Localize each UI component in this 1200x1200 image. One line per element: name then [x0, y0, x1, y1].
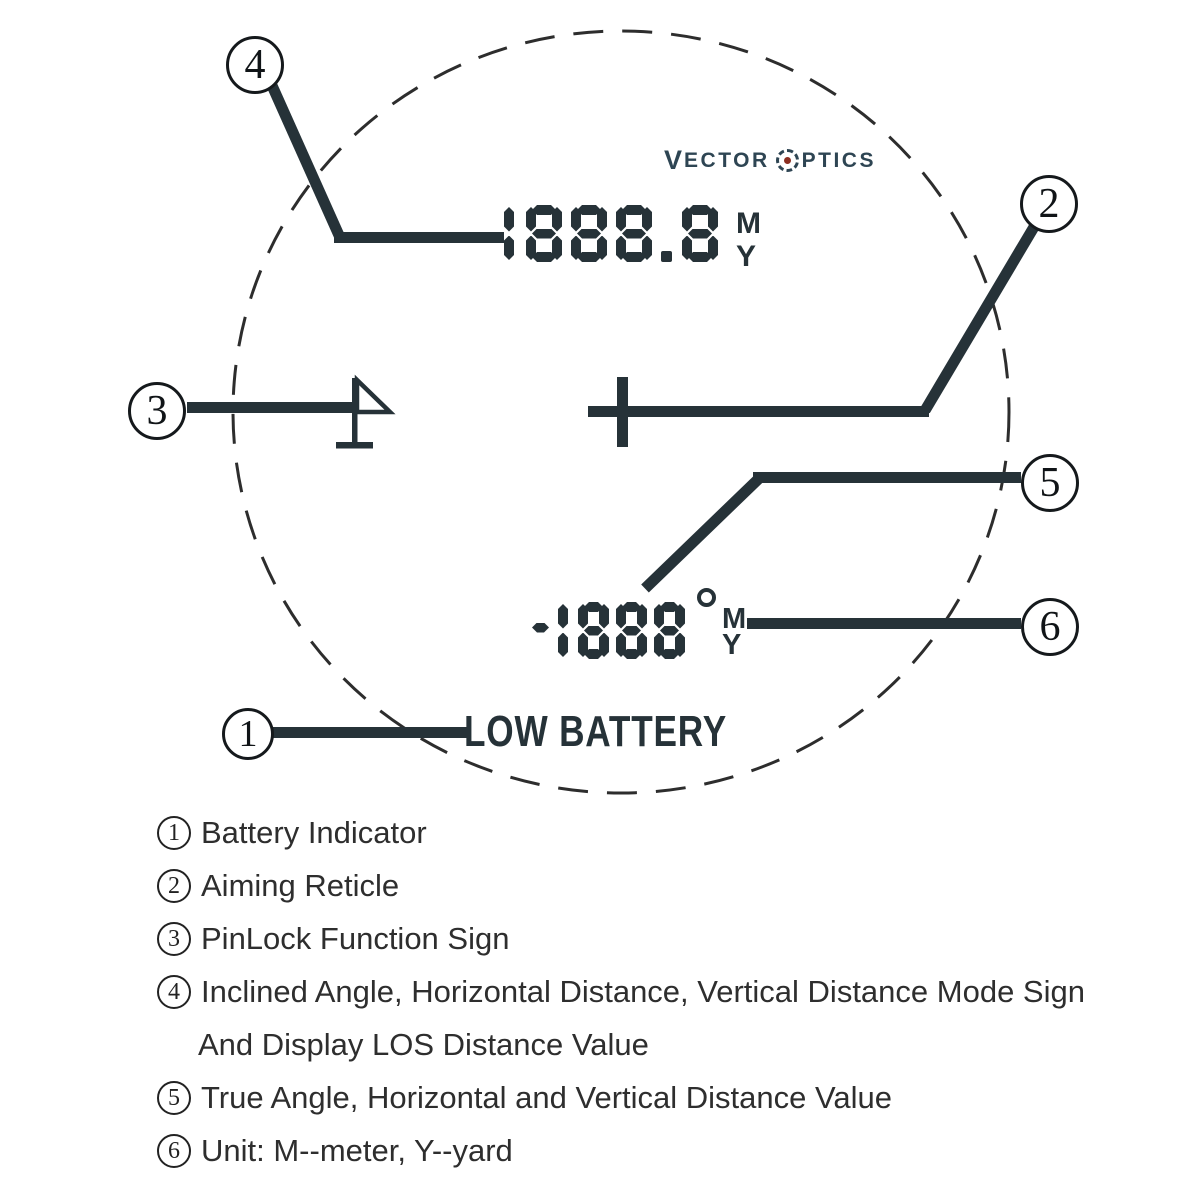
- legend-num-6: 6: [157, 1134, 191, 1168]
- callout-1-battery: [222, 708, 274, 760]
- logo-ptics: PTICS: [801, 149, 876, 172]
- unit-yard-label: Y: [722, 629, 742, 661]
- legend-num-4: 4: [157, 975, 191, 1009]
- legend-text-5: True Angle, Horizontal and Vertical Distance Value: [201, 1079, 892, 1115]
- unit-yard-label: Y: [736, 240, 757, 273]
- callout-5-number: 5: [1039, 460, 1061, 506]
- legend-num-2: 2: [157, 869, 191, 903]
- callout-line-2-horizontal: [657, 406, 929, 417]
- legend-item-unit: [157, 1124, 1157, 1177]
- callout-4-number: 4: [244, 42, 266, 88]
- vector-optics-logo: [664, 147, 876, 174]
- logo-red-dot: [784, 157, 791, 164]
- angle-unit-stack: [722, 603, 747, 661]
- legend-text-2: Aiming Reticle: [201, 867, 400, 903]
- low-battery-text: LOW BATTERY: [464, 707, 727, 756]
- callout-1-number: 1: [238, 713, 258, 755]
- legend-text-3: PinLock Function Sign: [201, 920, 510, 956]
- angle-distance-display: [531, 602, 746, 659]
- logo-reticle-o-icon: [776, 149, 799, 172]
- legend: [157, 806, 1157, 1177]
- legend-text-4: Inclined Angle, Horizontal Distance, Vertical Distance Mode Sign: [201, 973, 1085, 1009]
- legend-item-mode-sign: [157, 965, 1157, 1018]
- crosshair-icon-horizontal: [588, 406, 658, 417]
- legend-item-pinlock: [157, 912, 1157, 965]
- degree-symbol: [697, 588, 716, 607]
- callout-6-unit: [1021, 598, 1079, 656]
- callout-5-angle-value: [1021, 454, 1079, 512]
- legend-num-3: 3: [157, 922, 191, 956]
- callout-3-number: 3: [146, 388, 168, 434]
- unit-meter-label: M: [736, 207, 761, 240]
- los-distance-display: [503, 205, 761, 273]
- pinlock-flag-icon: [330, 372, 400, 456]
- legend-item-true-angle: [157, 1071, 1157, 1124]
- legend-text-4b: And Display LOS Distance Value: [198, 1026, 649, 1062]
- callout-line-6: [747, 618, 1021, 629]
- legend-item-mode-sign-line2: [157, 1018, 1157, 1071]
- legend-text-1: Battery Indicator: [201, 814, 427, 850]
- callout-4-mode-sign: [226, 36, 284, 94]
- callout-line-4-horizontal: [334, 232, 504, 243]
- los-unit-stack: [736, 207, 761, 273]
- callout-line-5-horizontal: [753, 472, 1021, 483]
- callout-line-3: [187, 402, 353, 413]
- legend-item-reticle: [157, 859, 1157, 912]
- los-distance-digits: [503, 205, 727, 262]
- callout-2-reticle: [1020, 175, 1078, 233]
- legend-num-1: 1: [157, 816, 191, 850]
- logo-v: V: [664, 145, 685, 175]
- legend-text-6: Unit: M--meter, Y--yard: [201, 1132, 513, 1168]
- logo-ector: ECTOR: [684, 149, 770, 172]
- legend-item-battery: [157, 806, 1157, 859]
- callout-2-number: 2: [1038, 181, 1060, 227]
- legend-num-5: 5: [157, 1081, 191, 1115]
- callout-6-number: 6: [1039, 604, 1061, 650]
- angle-distance-digits: [531, 602, 692, 659]
- callout-3-pinlock: [128, 382, 186, 440]
- callout-line-1: [267, 727, 468, 738]
- unit-meter-label: M: [722, 603, 747, 635]
